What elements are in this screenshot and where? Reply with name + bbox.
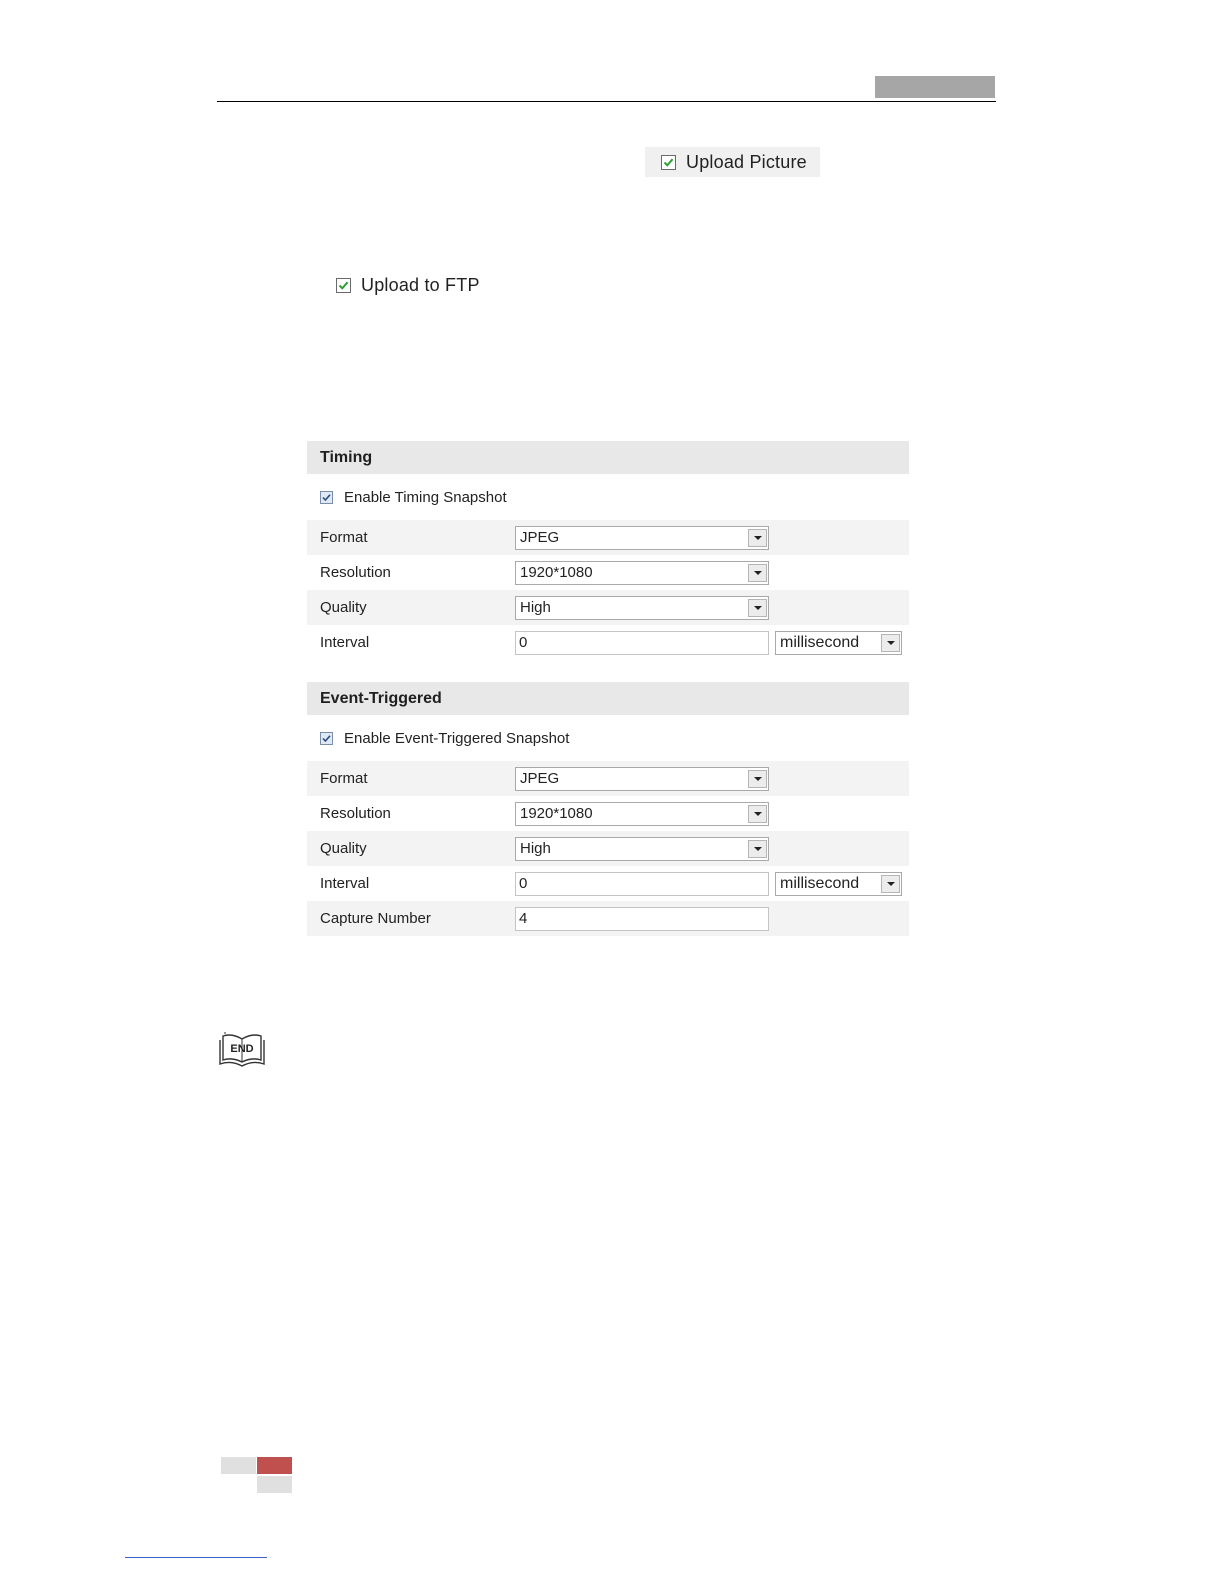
footer-accent-block	[257, 1457, 292, 1474]
dropdown-arrow-icon[interactable]	[748, 840, 767, 858]
event-quality-row	[307, 831, 909, 866]
field-label: Format	[320, 770, 368, 787]
timing-section-title: Timing	[320, 448, 373, 466]
field-label: Quality	[320, 599, 367, 616]
dropdown-arrow-icon[interactable]	[748, 599, 767, 617]
dropdown-arrow-icon[interactable]	[881, 634, 900, 652]
select-value: JPEG	[520, 769, 560, 787]
field-label: Resolution	[320, 805, 391, 822]
footer-block	[221, 1457, 256, 1474]
select-value: JPEG	[520, 528, 560, 546]
snapshot-settings-panel	[307, 441, 909, 936]
select-value: millisecond	[780, 633, 860, 651]
checkbox-checked-icon	[661, 155, 676, 170]
select-value: millisecond	[780, 874, 860, 892]
event-section-title: Event-Triggered	[320, 689, 442, 707]
field-label: Capture Number	[320, 910, 431, 927]
event-interval-input[interactable]: 0	[515, 872, 769, 896]
capture-number-input[interactable]: 4	[515, 907, 769, 931]
enable-event-snapshot-label: Enable Event-Triggered Snapshot	[344, 729, 570, 747]
timing-format-row	[307, 520, 909, 555]
dropdown-arrow-icon[interactable]	[748, 770, 767, 788]
timing-section-header	[307, 441, 909, 474]
event-interval-row	[307, 866, 909, 901]
event-format-row	[307, 761, 909, 796]
timing-resolution-row	[307, 555, 909, 590]
event-capture-number-row	[307, 901, 909, 936]
header-tab	[875, 76, 995, 98]
upload-picture-label: Upload Picture	[686, 151, 807, 172]
timing-format-select[interactable]	[515, 526, 769, 550]
timing-quality-select[interactable]	[515, 596, 769, 620]
timing-resolution-select[interactable]	[515, 561, 769, 585]
upload-ftp-checkbox[interactable]	[336, 270, 480, 300]
end-text: END	[230, 1043, 254, 1055]
field-label: Interval	[320, 875, 370, 892]
footer-block	[257, 1476, 292, 1493]
select-value: 1920*1080	[520, 804, 593, 822]
checkbox-checked-icon	[336, 278, 351, 293]
checkbox-checked-icon[interactable]	[320, 491, 333, 504]
timing-interval-input[interactable]: 0	[515, 631, 769, 655]
dropdown-arrow-icon[interactable]	[748, 564, 767, 582]
select-value: High	[520, 839, 551, 857]
timing-quality-row	[307, 590, 909, 625]
field-label: Interval	[320, 634, 370, 651]
field-label: Quality	[320, 840, 367, 857]
checkbox-checked-icon[interactable]	[320, 732, 333, 745]
dropdown-arrow-icon[interactable]	[748, 529, 767, 547]
header-rule	[217, 101, 996, 102]
field-label: Format	[320, 529, 368, 546]
event-interval-unit-select[interactable]	[775, 872, 902, 896]
dropdown-arrow-icon[interactable]	[881, 875, 900, 893]
timing-interval-row	[307, 625, 909, 660]
select-value: 1920*1080	[520, 563, 593, 581]
event-section-header	[307, 682, 909, 715]
event-format-select[interactable]	[515, 767, 769, 791]
enable-event-snapshot-row[interactable]	[307, 715, 909, 761]
field-label: Resolution	[320, 564, 391, 581]
timing-interval-unit-select[interactable]	[775, 631, 902, 655]
event-resolution-row	[307, 796, 909, 831]
enable-timing-snapshot-row[interactable]	[307, 474, 909, 520]
upload-picture-checkbox[interactable]	[645, 147, 820, 177]
dropdown-arrow-icon[interactable]	[748, 805, 767, 823]
enable-timing-snapshot-label: Enable Timing Snapshot	[344, 488, 507, 506]
select-value: High	[520, 598, 551, 616]
book-end-icon	[217, 1030, 267, 1070]
footer-link-underline	[125, 1557, 267, 1558]
event-resolution-select[interactable]	[515, 802, 769, 826]
event-quality-select[interactable]	[515, 837, 769, 861]
upload-ftp-label: Upload to FTP	[361, 274, 480, 295]
